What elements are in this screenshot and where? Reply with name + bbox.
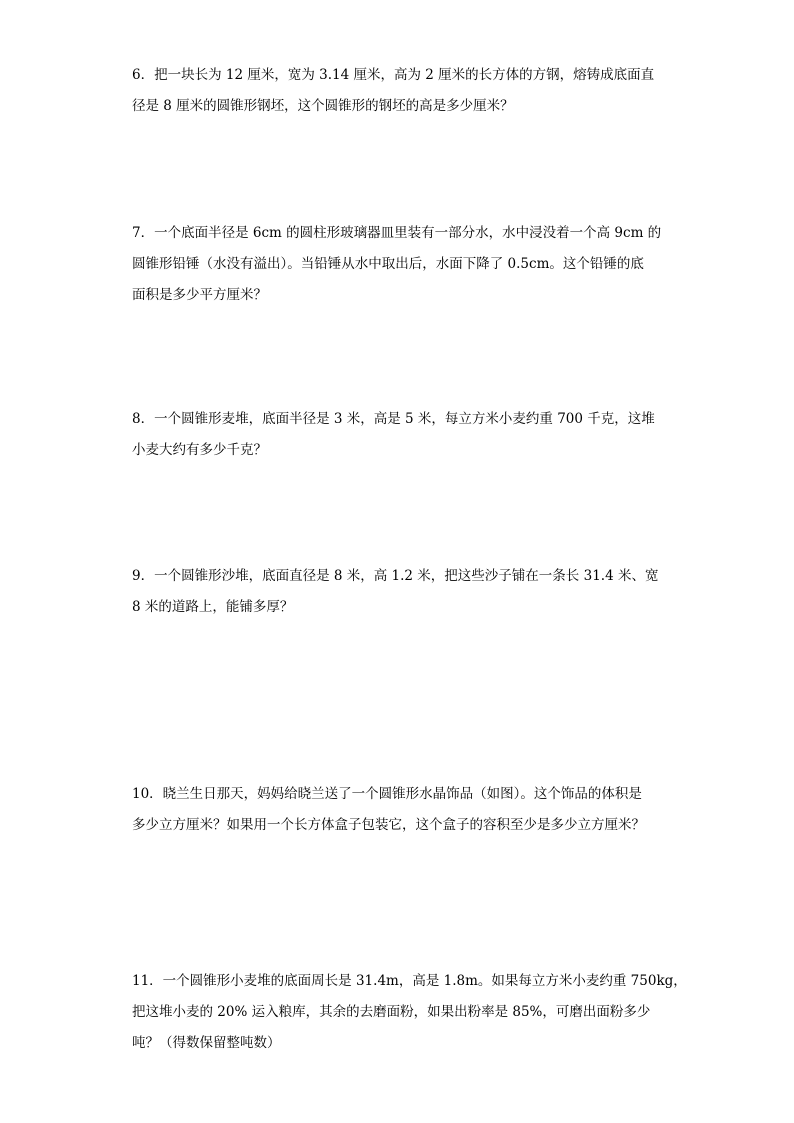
problem-8 bbox=[132, 404, 672, 466]
problem-6 bbox=[132, 60, 672, 122]
problem-11-line-1: 11．一个圆锥形小麦堆的底面周长是 31.4m，高是 1.8m。如果每立方米小麦约重 750kg， bbox=[132, 973, 687, 989]
problem-6-line-1: 6．把一块长为 12 厘米，宽为 3.14 厘米，高为 2 厘米的长方体的方钢，熔铸成底面直 bbox=[132, 67, 655, 83]
problem-11-line-3: 吨？（得数保留整吨数） bbox=[132, 1035, 281, 1051]
problem-8-line-1: 8．一个圆锥形麦堆，底面半径是 3 米，高是 5 米，每立方米小麦约重 700 千克，这堆 bbox=[132, 411, 655, 427]
problem-10 bbox=[132, 779, 672, 841]
problem-10-line-2: 多少立方厘米？如果用一个长方体盒子包装它，这个盒子的容积至少是多少立方厘米？ bbox=[132, 817, 645, 833]
problem-9-line-1: 9．一个圆锥形沙堆，底面直径是 8 米，高 1.2 米，把这些沙子铺在一条长 31.4 米、宽 bbox=[132, 568, 659, 584]
problem-6-line-2: 径是 8 厘米的圆锥形钢坯，这个圆锥形的钢坯的高是多少厘米？ bbox=[132, 98, 514, 114]
problem-7-line-2: 圆锥形铅锤（水没有溢出）。当铅锤从水中取出后，水面下降了 0.5cm。这个铅锤的底 bbox=[132, 256, 644, 272]
problem-11 bbox=[132, 966, 687, 1059]
problem-7 bbox=[132, 218, 672, 311]
problem-10-line-1: 10．晓兰生日那天，妈妈给晓兰送了一个圆锥形水晶饰品（如图）。这个饰品的体积是 bbox=[132, 786, 642, 802]
problem-11-line-2: 把这堆小麦的 20% 运入粮库，其余的去磨面粉，如果出粉率是 85%，可磨出面粉多少 bbox=[132, 1004, 651, 1020]
problem-9 bbox=[132, 561, 672, 623]
problem-9-line-2: 8 米的道路上，能铺多厚？ bbox=[132, 599, 294, 615]
problem-7-line-1: 7．一个底面半径是 6cm 的圆柱形玻璃器皿里装有一部分水，水中浸没着一个高 9cm 的 bbox=[132, 225, 662, 241]
problem-8-line-2: 小麦大约有多少千克？ bbox=[132, 442, 267, 458]
problem-7-line-3: 面积是多少平方厘米？ bbox=[132, 287, 267, 303]
